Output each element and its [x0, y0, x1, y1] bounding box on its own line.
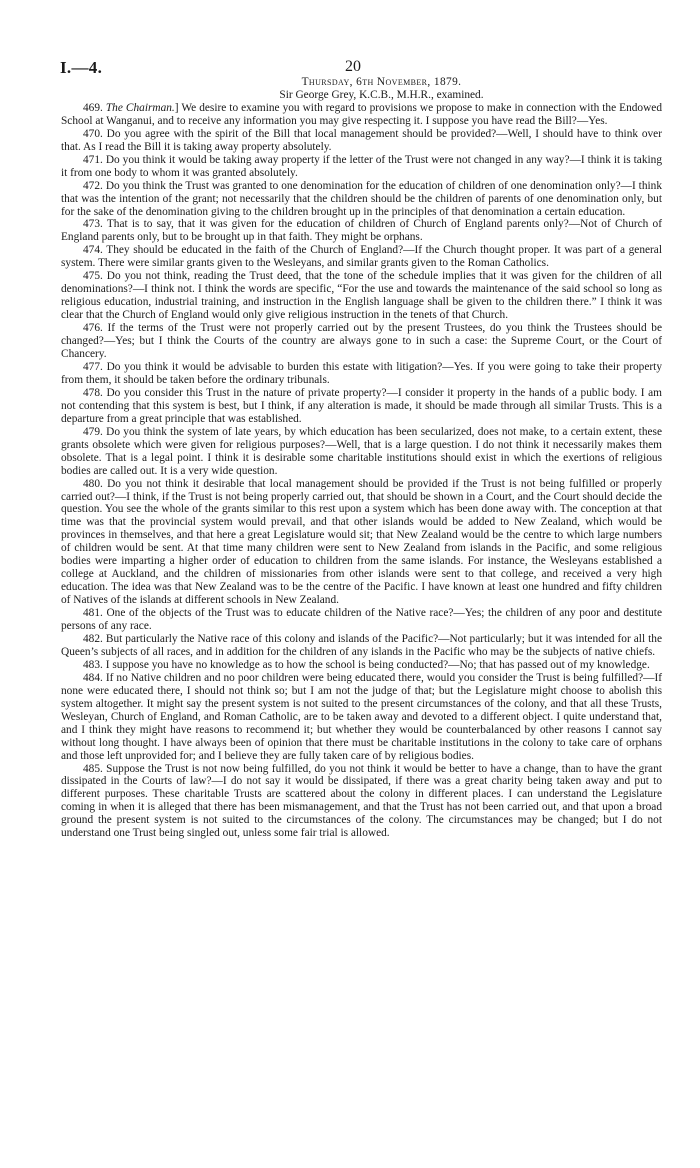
- question-text: Do you not think, reading the Trust deed, that the tone of the schedule implies that it was given for the children of all denominations?—I think not. I think the words are specific, “For the use and towards the maintenance of the said school so long as religious education, industrial training, and instruction in the English language shall be given to the children there.” I think it was clear that the Church of England would only give religious instruction in the tenets of that Church.: [61, 270, 662, 322]
- question-text: I suppose you have no knowledge as to how the school is being conducted?—No; that has passed out of my knowledge.: [105, 658, 650, 671]
- series-reference: I.—4.: [60, 58, 103, 77]
- question-number: 478.: [83, 386, 103, 399]
- question-number: 484.: [83, 671, 103, 684]
- question-477: [61, 361, 662, 387]
- question-number: 472.: [83, 179, 103, 192]
- question-number: 479.: [83, 425, 103, 438]
- question-469: [61, 102, 662, 128]
- question-470: [61, 128, 662, 154]
- question-number: 475.: [83, 270, 103, 283]
- question-number: 483.: [83, 658, 103, 671]
- question-471: [61, 154, 662, 180]
- question-476: [61, 322, 662, 361]
- question-number: 485.: [83, 762, 103, 775]
- question-text: That is to say, that it was given for the education of children of Church of England parents only?—Not of Church of England parents only, but to be brought up in that faith. They might be orphans.: [61, 218, 662, 244]
- question-text: Do you agree with the spirit of the Bill that local management should be provided?—Well, I should have to think over that. As I read the Bill it is taking away property absolutely.: [61, 127, 662, 153]
- question-474: [61, 244, 662, 270]
- question-number: 477.: [83, 360, 103, 373]
- question-483: [61, 659, 662, 672]
- question-479: [61, 426, 662, 478]
- question-484: [61, 672, 662, 763]
- question-text: One of the objects of the Trust was to educate children of the Native race?—Yes; the children of any poor and destitute persons of any race.: [61, 607, 662, 633]
- question-text: But particularly the Native race of this colony and islands of the Pacific?—Not particularly; but it was intended for all the Queen’s subjects of all races, and in addition for the children of any islands in the Pacific who may be the subjects of native chiefs.: [61, 632, 662, 658]
- question-text: ] We desire to examine you with regard to provisions we propose to make in connection with the Endowed School at Wanganui, and to receive any information you may give respecting it. I suppose you have read the Bill?—Yes.: [61, 101, 662, 127]
- question-number: 482.: [83, 632, 103, 645]
- question-text: If no Native children and no poor children were being educated there, would you consider the Trust is being fulfilled?—If none were educated there, I should not think so; but I am not the judge of that; but the Legislature might choose to abolish this system altogether. It might say the present system is not suited to the present circumstances of the colony, and that all these Trusts, Wesleyan, Church of England, and Roman Catholic, are to be taken away and devoted to a different object. I quite understand that, and I think they might have reasons to recommend it; but whether they would be counterbalanced by other reasons I cannot say without long thought. I have always been of opinion that there must be charitable institutions in the colony to take care of orphans and those left unprovided for; and I believe they are fully taken care of by religious bodies.: [61, 671, 662, 762]
- question-480: [61, 478, 662, 608]
- question-478: [61, 387, 662, 426]
- question-number: 470.: [83, 127, 103, 140]
- question-text: Do you consider this Trust in the nature of private property?—I consider it property in the hands of a public body. I am not contending that this system is best, but I think, if any alteration is made, it should be made through all similar Trusts. This is a departure from a great principle that was established.: [61, 386, 662, 425]
- question-number: 476.: [83, 322, 103, 335]
- session-date: Thursday, 6th November, 1879.: [301, 76, 462, 88]
- question-473: [61, 218, 662, 244]
- question-text: Do you think the system of late years, by which education has been secularized, does not make, to a certain extent, these grants obsolete which were given for religious purposes?—Well, that is a large question. I do not think it necessarily makes them obsolete. That is a legal point. I think it is desirable some charitable institutions should exist in which the exertions of religious bodies are called out. It is a very wide question.: [61, 425, 662, 477]
- question-number: 481.: [83, 607, 103, 620]
- page-number: 20: [345, 58, 361, 75]
- question-text: If the terms of the Trust were not properly carried out by the present Trustees, do you think the Trustees should be changed?—Yes; but I think the Courts of the country are always gone to in such a case: the Supreme Court, or the Court of Chancery.: [61, 322, 662, 361]
- question-text: Suppose the Trust is not now being fulfilled, do you not think it would be better to have a change, than to have the grant dissipated in the Courts of law?—I do not say it would be dissipated, if there was a great charity being taken away and put to different purposes. These charitable Trusts are scattered about the colony in different places. I can understand the Legislature coming in when it is alleged that there has been mismanagement, and that the Trust has not been carried out, and that upon a broad ground the present system is not suited to the circumstances of the colony. The circumstances may be changed; but I do not understand one Trust being singled out, unless some fair trial is allowed.: [61, 762, 662, 840]
- question-475: [61, 270, 662, 322]
- speaker-label: The Chairman.: [105, 101, 175, 114]
- question-number: 471.: [83, 153, 103, 166]
- witness-heading: Sir George Grey, K.C.B., M.H.R., examined.: [279, 88, 484, 101]
- question-text: Do you think it would be taking away property if the letter of the Trust were not changed in any way?—I think it is taking it from one body to whom it was granted absolutely.: [61, 153, 662, 179]
- question-number: 469.: [83, 101, 103, 114]
- page-body: [61, 74, 662, 840]
- question-text: Do you think it would be advisable to burden this estate with litigation?—Yes. If you were going to take their property from them, it should be taken before the ordinary tribunals.: [61, 360, 662, 386]
- question-485: [61, 763, 662, 841]
- question-481: [61, 607, 662, 633]
- question-number: 480.: [83, 477, 103, 490]
- question-text: Do you think the Trust was granted to one denomination for the education of children of one denomination only?—I think that was the intention of the grant; not necessarily that the children should be the children of parents of one denomination only, but for the sake of the denomination giving to the children brought up in the principles of that denomination a certain education.: [61, 179, 662, 218]
- question-482: [61, 633, 662, 659]
- question-number: 474.: [83, 244, 103, 257]
- question-text: Do you not think it desirable that local management should be provided if the Trust is not being fulfilled or properly carried out?—I think, if the Trust is not being properly carried out, that should be shown in a Court, and the Court should decide the question. You see the whole of the grants similar to this rest upon a system which has been done away with. The conception at that time was that the provincial system would prevail, and that other islands would be added to New Zealand, which would be provinces in themselves, and that here a great Legislature would sit; that New Zealand would be the centre to which large numbers of children would be sent. At that time many children were sent to New Zealand from islands in the Pacific, and some religious bodies were imparting a higher order of education to children from the same islands. For instance, the Wesleyans established a college at Auckland, and the children of missionaries from other islands were sent to that college, and received a very high education. The idea was that New Zealand was to be the centre of the Pacific. I have known at least one hundred and fifty children of Natives of the islands at different schools in New Zealand.: [61, 477, 662, 607]
- question-text: They should be educated in the faith of the Church of England?—If the Church thought proper. It was part of a general system. There were similar grants given to the Wesleyans, and similar grants given to the Roman Catholics.: [61, 244, 662, 270]
- question-number: 473.: [83, 218, 103, 231]
- question-472: [61, 180, 662, 219]
